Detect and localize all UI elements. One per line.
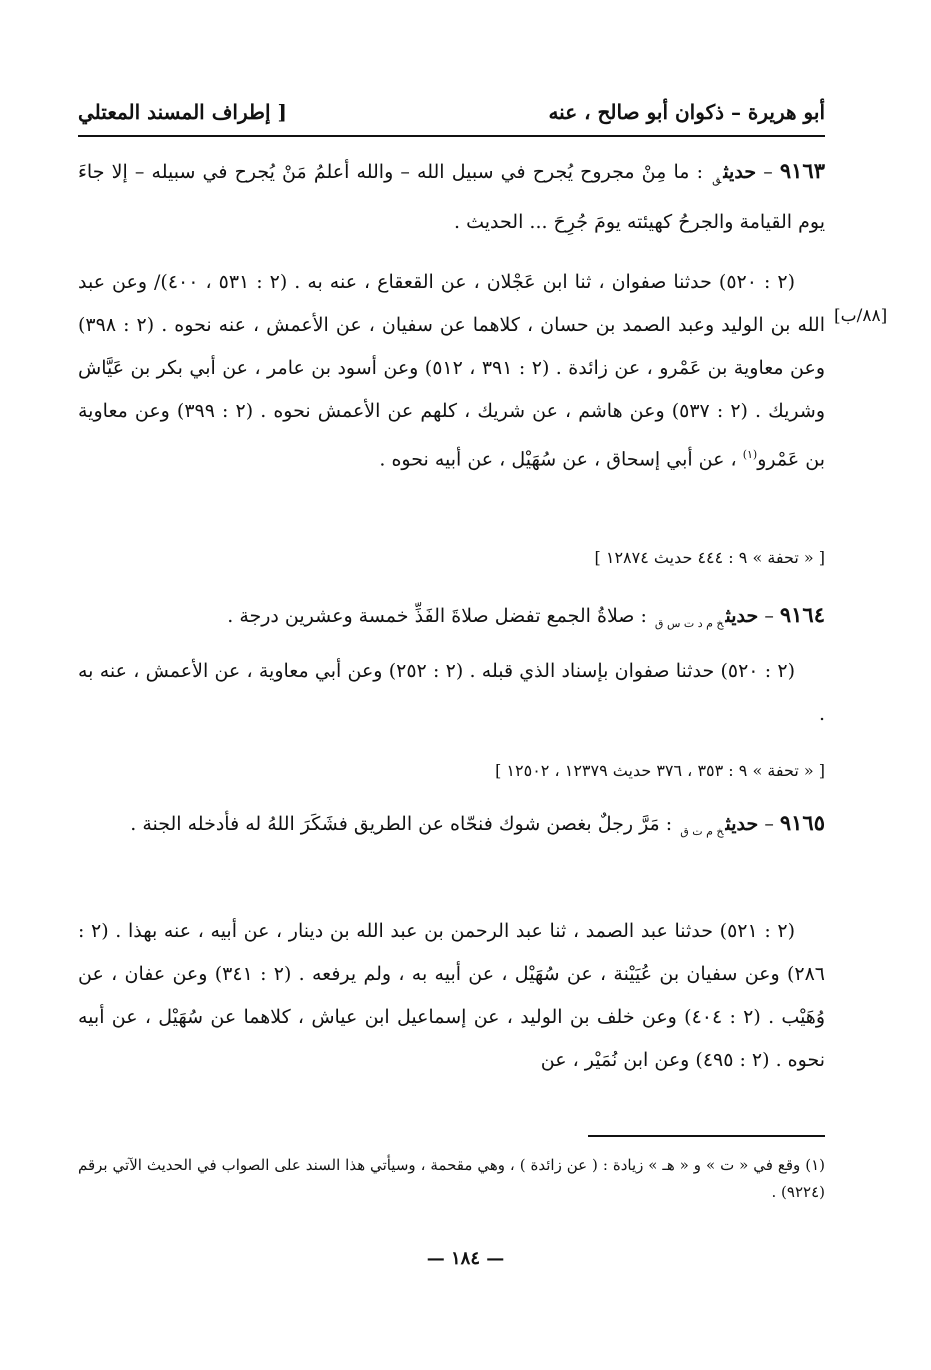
header-book-title: [ إطراف المسند المعتلي [78,100,287,124]
footnote-ref: (١) [742,448,758,461]
hadith-9165-chain [78,910,825,1082]
hadith-9163: ٩١٦٣ – حديث$_ق$ : ما مِنْ مجروح يُجرح في سبيل الله – والله أعلمُ مَنْ يُجرح في سبيله – إلا جاءَ يوم القيامة والجرحُ كهيئته يومَ جُرِحَ ... الحديث . [78,158,825,233]
isnad-chain: (٢ : ٥٢٠) حدثنا صفوان ، ثنا ابن عَجْلان ، عن القعقاع ، عنه به . (٢ : ٥٣١ ، ٤٠٠)/ وعن عبد الله بن الوليد وعبد الصمد بن حسان ، كلاهما عن سفيان ، عن الأعمش ، عنه نحوه . (٢ : ٣٩٨) وعن معاوية بن عَمْرو ، عن زائدة . (٢ : ٣٩١ ، ٥١٢) وعن أسود بن عامر ، عن أبي بكر بن عَيَّاش وشريك . (٢ : ٥٣٧) وعن هاشم ، عن شريك ، كلهم عن الأعمش نحوه . (٢ : ٣٩٩) وعن معاوية بن عَمْرو [78,271,826,471]
running-header [78,98,825,130]
hadith-9164-chain [78,650,825,736]
hadith-text: : مَرَّ رجلٌ بغصن شوك فنحّاه عن الطريق فشَكَرَ اللهُ له فأدخله الجنة . [130,813,673,835]
hadith-sigla: خ م ت ق [680,824,724,838]
footnote-divider [588,1135,825,1137]
hadith-9164: ٩١٦٤ – حديث$_{خ م د ت س ق}$ : صلاةُ الجمع تفضل صلاةَ الفَذِّ خمسة وعشرين درجة . [227,602,825,630]
hadith-number: ٩١٦٤ [779,602,825,627]
tuhfa-reference: [ « تحفة » ٩ : ٤٤٤ حديث ١٢٨٧٤ ] [594,548,825,567]
tuhfa-reference: [ « تحفة » ٩ : ٣٥٣ ، ٣٧٦ حديث ١٢٣٧٩ ، ١٢٥٠٢ ] [495,761,825,780]
footnote: (١) وقع في « ت » و « هـ » زيادة : ( عن زائدة ) ، وهي مقحمة ، وسيأتي هذا السند على الصواب في الحديث الآتي برقم (٩٢٢٤) . [78,1156,825,1201]
hadith-number: ٩١٦٥ [779,810,825,835]
hadith-number: ٩١٦٣ [779,158,825,183]
hadith-keyword: حديث [723,161,757,183]
hadith-sigla: خ م د ت س ق [654,616,724,630]
manuscript-folio-marker: [٨٨/ب] [834,306,888,326]
isnad-chain-tail: ، عن أبي إسحاق ، عن سُهَيْل ، عن أبيه نحوه . [379,448,737,471]
header-section-title: أبو هريرة – ذكوان أبو صالح ، عنه [548,100,825,124]
hadith-keyword: حديث [725,813,759,835]
isnad-chain: (٢ : ٥٢١) حدثنا عبد الصمد ، ثنا عبد الرحمن بن عبد الله بن دينار ، عن أبيه ، عنه بهذا . (٢ : ٢٨٦) وعن سفيان بن عُيَيْنة ، عن سُهَيْل ، عن أبيه به ، ولم يرفعه . (٢ : ٣٤١) وعن عفان ، عن وُهَيْب . (٢ : ٤٠٤) وعن خلف بن الوليد ، عن إسماعيل ابن عياش ، كلاهما عن سُهَيْل ، عن أبيه نحوه . (٢ : ٤٩٥) وعن ابن نُمَيْر ، عن [78,920,826,1071]
hadith-text: : ما مِنْ مجروح يُجرح في سبيل الله – والله أعلمُ مَنْ يُجرح في سبيله – إلا جاءَ يوم القيامة والجرحُ كهيئته يومَ جُرِحَ ... الحديث . [78,161,825,233]
isnad-chain: (٢ : ٥٢٠) حدثنا صفوان بإسناد الذي قبله . (٢ : ٢٥٢) وعن أبي معاوية ، عن الأعمش ، عنه به . [78,660,825,725]
page-number: — ١٨٤ — [426,1248,505,1269]
hadith-sigla: ق [712,172,722,186]
hadith-keyword: حديث [725,605,759,627]
hadith-text: : صلاةُ الجمع تفضل صلاةَ الفَذِّ خمسة وعشرين درجة . [227,605,647,627]
hadith-9165: ٩١٦٥ – حديث$_{خ م ت ق}$ : مَرَّ رجلٌ بغصن شوك فنحّاه عن الطريق فشَكَرَ اللهُ له فأدخله الجنة . [130,810,825,838]
header-divider [78,135,825,137]
hadith-9163-chain [78,261,825,481]
